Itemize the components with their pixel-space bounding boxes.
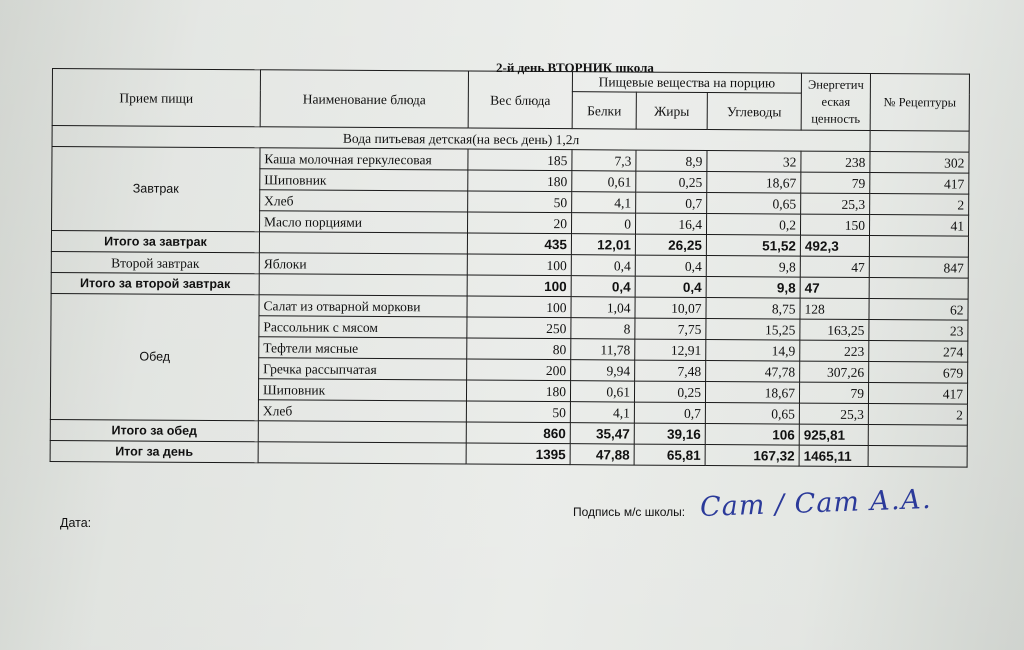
dish-recipe: 274 [869,340,968,362]
dish-weight: 80 [467,338,571,360]
dish-weight: 250 [467,317,571,339]
total-energy: 47 [800,277,869,298]
dish-energy: 25,3 [799,403,868,424]
water-note: Вода питьевая детская(на весь день) 1,2л [52,126,870,152]
dish-recipe: 302 [870,151,969,173]
dish-carbs: 0,65 [705,402,799,424]
dish-protein: 7,3 [572,150,636,171]
meal-breakfast: Завтрак [52,147,261,232]
total-recipe-cell [868,445,967,467]
total-carbs: 9,8 [706,277,800,299]
dish-recipe: 417 [870,172,969,194]
dish-fat: 10,07 [635,297,706,318]
total-lunch-label: Итого за обед [50,419,258,441]
header-fat: Жиры [636,92,707,129]
dish-name: Хлеб [258,400,466,422]
dish-energy: 25,3 [801,193,870,214]
dish-protein: 11,78 [571,339,635,360]
dish-carbs: 47,78 [706,360,800,382]
total-recipe-cell [869,277,968,299]
dish-energy: 307,26 [800,361,869,382]
dish-weight: 180 [466,380,570,402]
dish-protein: 0 [571,213,635,234]
table-row [51,293,968,320]
dish-carbs: 0,65 [707,193,801,215]
dish-weight: 185 [468,149,572,171]
day-total-protein: 47,88 [570,444,634,465]
header-energy-line3: ценность [811,111,861,126]
dish-carbs: 32 [707,151,801,173]
dish-energy: 238 [801,151,870,172]
total-fat: 26,25 [635,234,706,255]
total-fat: 39,16 [634,423,705,444]
dish-energy: 163,25 [800,319,869,340]
dish-fat: 0,7 [634,402,705,423]
table-row [52,147,969,174]
dish-carbs: 14,9 [706,339,800,361]
dish-protein: 0,61 [570,381,634,402]
total-weight: 100 [467,275,571,297]
dish-name: Салат из отварной моркови [259,295,467,317]
dish-carbs: 9,8 [706,256,800,278]
total-fat: 0,4 [635,276,706,297]
total-protein: 0,4 [571,276,635,297]
dish-recipe: 62 [869,298,968,320]
header-dish: Наименование блюда [260,70,468,128]
header-recipe: № Рецептуры [870,73,969,131]
dish-protein: 8 [571,318,635,339]
dish-protein: 1,04 [571,297,635,318]
dish-name: Шиповник [260,169,468,191]
dish-name: Хлеб [260,190,468,212]
dish-fat: 0,7 [636,192,707,213]
dish-energy: 150 [801,214,870,235]
dish-weight: 50 [466,401,570,423]
dish-name: Каша молочная геркулесовая [260,148,468,170]
dish-recipe: 23 [869,319,968,341]
total-breakfast-label: Итого за завтрак [51,231,259,253]
day-total-weight: 1395 [466,443,570,465]
total-carbs: 106 [705,423,799,445]
dish-name: Тефтели мясные [259,337,467,359]
date-label: Дата: [60,516,92,530]
dish-name: Шиповник [258,379,466,401]
meal-second-breakfast: Второй завтрак [51,251,259,273]
total-protein: 35,47 [570,423,634,444]
dish-fat: 7,48 [635,360,706,381]
total-energy: 925,81 [799,424,868,445]
dish-weight: 180 [468,170,572,192]
dish-energy: 79 [801,172,870,193]
total-empty-cell [259,232,467,254]
dish-fat: 16,4 [635,213,706,234]
dish-fat: 12,91 [635,339,706,360]
day-total-row [50,440,967,467]
dish-recipe: 2 [870,193,969,215]
dish-recipe: 847 [869,256,968,278]
total-protein: 12,01 [571,234,635,255]
dish-protein: 0,4 [571,255,635,276]
dish-carbs: 8,75 [706,298,800,320]
dish-protein: 0,61 [572,171,636,192]
dish-carbs: 15,25 [706,318,800,340]
total-weight: 860 [466,422,570,444]
total-empty-cell [258,421,466,443]
header-row [52,69,969,95]
day-total-carbs: 167,32 [705,444,799,466]
dish-weight: 20 [467,212,571,234]
header-energy-line2: еская [821,94,851,109]
day-total-energy: 1465,11 [799,445,868,466]
dish-protein: 9,94 [571,360,635,381]
dish-fat: 0,25 [636,171,707,192]
dish-fat: 8,9 [636,150,707,171]
header-energy [801,73,870,130]
dish-recipe: 679 [869,361,968,383]
handwritten-signature: Сат / Сат А.А. [699,483,933,524]
dish-name: Яблоки [259,253,467,275]
total-recipe-cell [869,235,968,257]
total-recipe-cell [868,424,967,446]
header-protein: Белки [572,92,636,129]
total-empty-cell [258,442,466,464]
dish-weight: 100 [467,254,571,276]
document-title: 2-й день ВТОРНИК школа [496,60,654,75]
dish-carbs: 0,2 [706,214,800,236]
total-energy: 492,3 [800,235,869,256]
dish-recipe: 2 [868,403,967,425]
dish-protein: 4,1 [572,192,636,213]
water-recipe-cell [870,130,969,152]
dish-fat: 7,75 [635,318,706,339]
dish-weight: 50 [468,191,572,213]
signature-label: Подпись м/с школы: [573,505,686,519]
dish-weight: 100 [467,296,571,318]
meal-lunch: Обед [50,293,259,420]
header-weight: Вес блюда [468,71,572,129]
dish-energy: 223 [800,340,869,361]
dish-recipe: 41 [870,214,969,236]
total-carbs: 51,52 [706,235,800,257]
header-nutrients: Пищевые вещества на порцию [572,72,801,93]
header-carbs: Углеводы [707,93,801,131]
dish-carbs: 18,67 [705,381,799,403]
dish-name: Масло порциями [260,211,468,233]
dish-protein: 4,1 [570,402,634,423]
day-total-fat: 65,81 [634,444,705,465]
total-weight: 435 [467,233,571,255]
menu-table [50,68,970,468]
dish-energy: 47 [800,256,869,277]
dish-fat: 0,25 [634,381,705,402]
dish-energy: 128 [800,298,869,319]
header-energy-line1: Энергетич [808,77,864,92]
header-meal: Прием пищи [52,69,260,127]
total-empty-cell [259,274,467,296]
dish-fat: 0,4 [635,255,706,276]
dish-name: Гречка рассыпчатая [259,358,467,380]
total-second-breakfast-label: Итого за второй завтрак [51,272,259,294]
dish-energy: 79 [799,382,868,403]
dish-carbs: 18,67 [707,172,801,194]
dish-recipe: 417 [868,382,967,404]
dish-name: Рассольник с мясом [259,316,467,338]
dish-weight: 200 [467,359,571,381]
day-total-label: Итог за день [50,440,258,462]
